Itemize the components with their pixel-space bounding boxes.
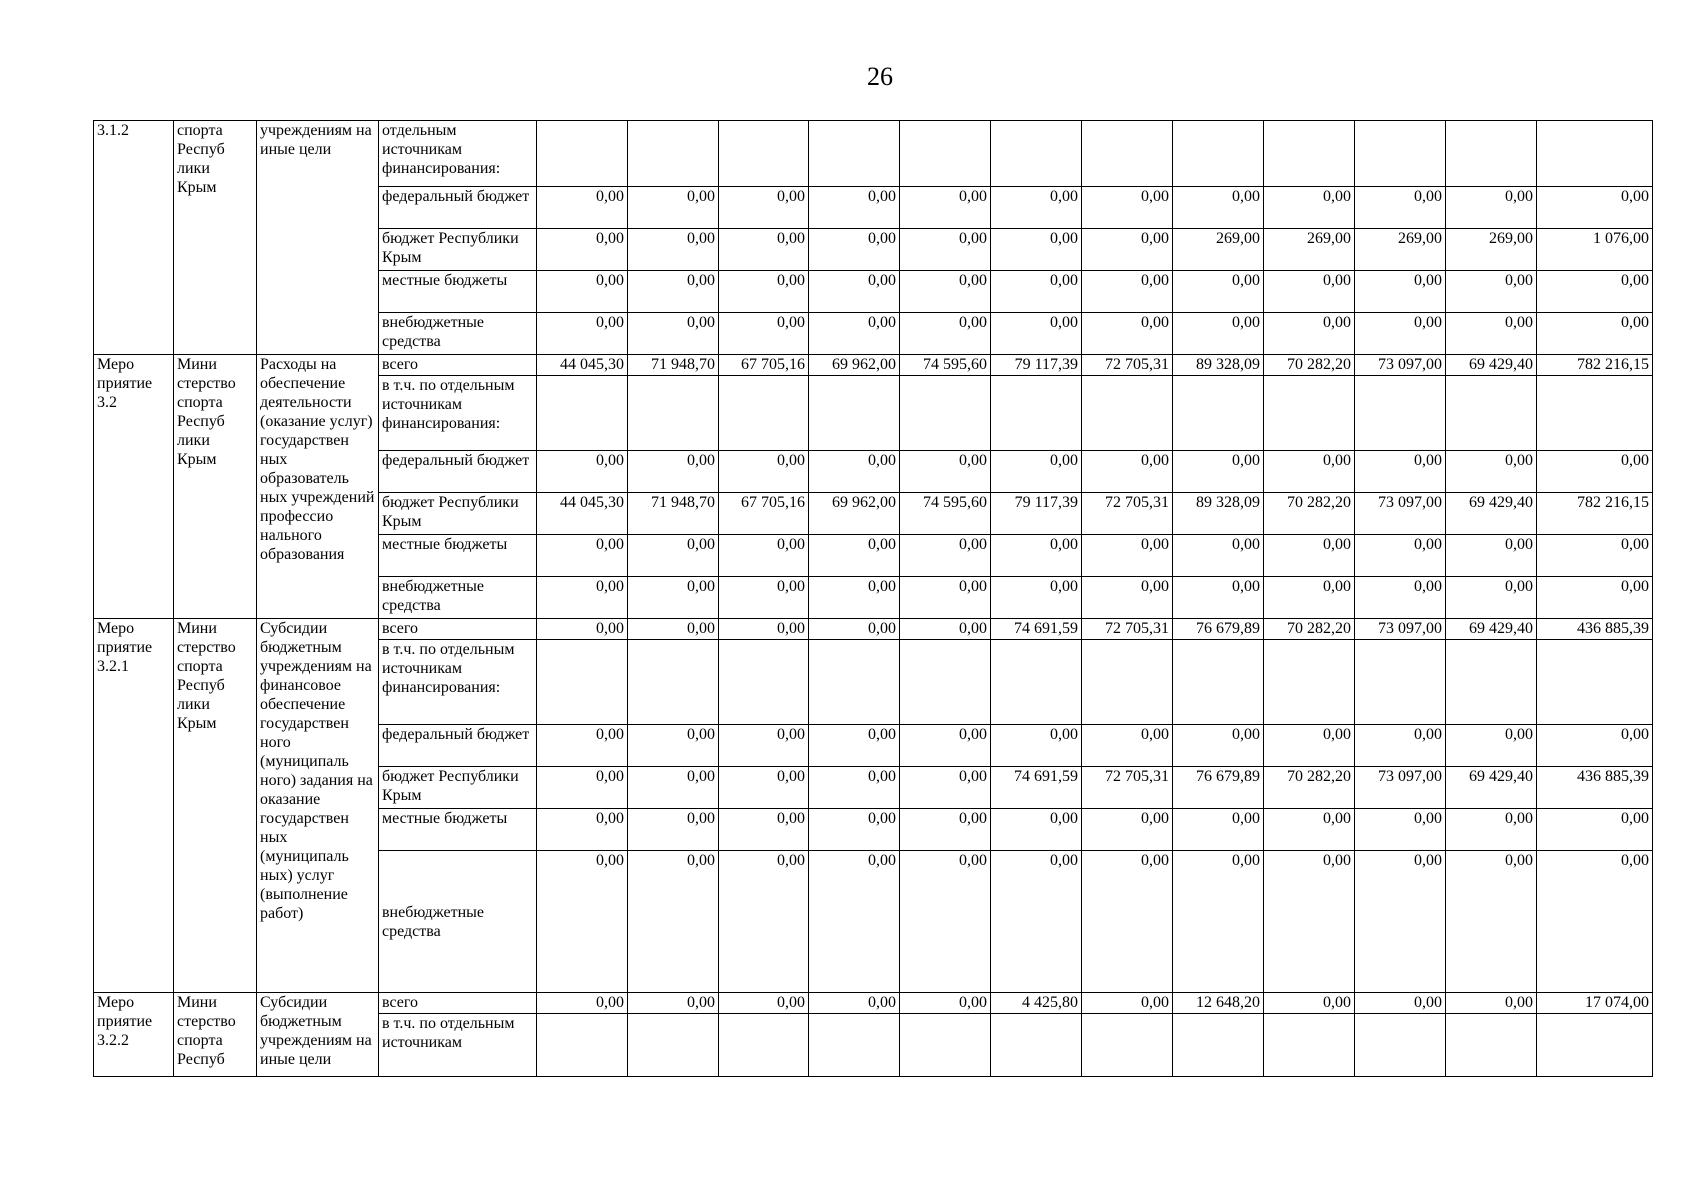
value-cell: 0,00 [1446,451,1537,493]
value-cell: 0,00 [1264,187,1355,229]
value-cell [1264,376,1355,451]
value-cell: 0,00 [991,851,1082,993]
value-cell: 76 679,89 [1173,619,1264,640]
value-cell: 74 691,59 [991,619,1082,640]
value-cell: 0,00 [1082,993,1173,1014]
value-cell: 0,00 [1446,313,1537,355]
funding-source-cell: федеральный бюджет [379,451,537,493]
value-cell: 0,00 [1446,577,1537,619]
value-cell: 0,00 [628,577,719,619]
value-cell: 0,00 [628,619,719,640]
value-cell: 74 691,59 [991,767,1082,809]
value-cell [628,640,719,725]
value-cell [900,376,991,451]
funding-source-cell: местные бюджеты [379,535,537,577]
value-cell: 0,00 [1537,809,1653,851]
value-cell: 0,00 [1173,809,1264,851]
value-cell: 74 595,60 [900,355,991,376]
value-cell: 0,00 [1446,993,1537,1014]
value-cell: 0,00 [1537,271,1653,313]
value-cell: 0,00 [1264,577,1355,619]
value-cell: 69 962,00 [809,355,900,376]
value-cell: 76 679,89 [1173,767,1264,809]
value-cell: 74 595,60 [900,493,991,535]
value-cell [991,121,1082,187]
value-cell: 0,00 [628,535,719,577]
value-cell: 0,00 [809,993,900,1014]
value-cell: 0,00 [628,725,719,767]
funding-source-cell: в т.ч. по отдельным источникам финансирования: [379,376,537,451]
value-cell [1173,1014,1264,1077]
value-cell: 0,00 [1355,187,1446,229]
value-cell: 0,00 [537,993,628,1014]
value-cell: 0,00 [1355,271,1446,313]
value-cell: 0,00 [991,271,1082,313]
value-cell: 0,00 [1173,451,1264,493]
value-cell [1173,376,1264,451]
value-cell: 0,00 [1537,313,1653,355]
value-cell: 0,00 [809,725,900,767]
value-cell: 70 282,20 [1264,767,1355,809]
value-cell: 0,00 [1082,229,1173,271]
value-cell: 0,00 [1173,851,1264,993]
value-cell: 0,00 [991,577,1082,619]
value-cell: 70 282,20 [1264,493,1355,535]
value-cell [1446,640,1537,725]
value-cell: 0,00 [900,619,991,640]
value-cell: 0,00 [628,271,719,313]
value-cell: 0,00 [1355,725,1446,767]
value-cell [537,376,628,451]
value-cell: 0,00 [1355,535,1446,577]
value-cell [809,376,900,451]
value-cell: 0,00 [991,229,1082,271]
value-cell [719,376,809,451]
value-cell: 0,00 [1537,851,1653,993]
value-cell: 0,00 [1355,809,1446,851]
measure-name-cell: учреждениям на иные цели [257,121,379,355]
funding-source-cell: в т.ч. по отдельным источникам [379,1014,537,1077]
funding-source-cell: бюджет Республики Крым [379,767,537,809]
value-cell [900,121,991,187]
value-cell: 0,00 [991,725,1082,767]
value-cell: 0,00 [1355,451,1446,493]
value-cell [1082,121,1173,187]
value-cell: 0,00 [991,313,1082,355]
funding-source-cell: всего [379,355,537,376]
value-cell: 0,00 [900,451,991,493]
value-cell [537,1014,628,1077]
page-number: 26 [867,62,893,91]
value-cell: 72 705,31 [1082,355,1173,376]
value-cell: 0,00 [1446,851,1537,993]
value-cell [1082,376,1173,451]
value-cell: 70 282,20 [1264,619,1355,640]
value-cell [900,1014,991,1077]
funding-source-cell: внебюджетные средства [379,577,537,619]
value-cell: 269,00 [1355,229,1446,271]
value-cell: 269,00 [1446,229,1537,271]
value-cell: 70 282,20 [1264,355,1355,376]
table-row [94,619,1653,640]
value-cell: 0,00 [991,187,1082,229]
value-cell: 0,00 [900,851,991,993]
value-cell: 0,00 [900,187,991,229]
value-cell: 0,00 [1173,577,1264,619]
value-cell [628,121,719,187]
value-cell [809,640,900,725]
value-cell: 0,00 [537,229,628,271]
value-cell: 0,00 [809,535,900,577]
value-cell: 0,00 [628,187,719,229]
value-cell: 0,00 [628,229,719,271]
value-cell: 0,00 [900,229,991,271]
value-cell: 0,00 [1264,725,1355,767]
value-cell: 89 328,09 [1173,493,1264,535]
value-cell: 0,00 [1082,725,1173,767]
value-cell: 0,00 [1173,187,1264,229]
table-row [94,993,1653,1014]
value-cell: 0,00 [719,451,809,493]
value-cell: 0,00 [991,809,1082,851]
value-cell: 73 097,00 [1355,619,1446,640]
value-cell: 44 045,30 [537,493,628,535]
value-cell: 72 705,31 [1082,493,1173,535]
value-cell [991,1014,1082,1077]
value-cell [1355,640,1446,725]
value-cell [1264,121,1355,187]
funding-source-cell: федеральный бюджет [379,725,537,767]
value-cell [628,1014,719,1077]
value-cell [719,121,809,187]
value-cell [1355,376,1446,451]
value-cell: 69 429,40 [1446,355,1537,376]
value-cell: 72 705,31 [1082,619,1173,640]
value-cell: 17 074,00 [1537,993,1653,1014]
value-cell: 72 705,31 [1082,767,1173,809]
value-cell: 79 117,39 [991,493,1082,535]
funding-source-cell: бюджет Республики Крым [379,229,537,271]
funding-source-cell: местные бюджеты [379,271,537,313]
value-cell: 436 885,39 [1537,767,1653,809]
value-cell: 0,00 [900,993,991,1014]
value-cell [628,376,719,451]
value-cell: 0,00 [900,767,991,809]
value-cell: 0,00 [719,313,809,355]
value-cell: 0,00 [1082,313,1173,355]
funding-source-cell: внебюджетные средства [379,313,537,355]
value-cell: 0,00 [1082,809,1173,851]
value-cell: 69 429,40 [1446,493,1537,535]
value-cell: 0,00 [537,271,628,313]
value-cell: 0,00 [537,451,628,493]
value-cell: 0,00 [1355,993,1446,1014]
value-cell [1537,121,1653,187]
value-cell: 0,00 [1355,851,1446,993]
value-cell: 67 705,16 [719,355,809,376]
value-cell [1355,121,1446,187]
value-cell: 0,00 [719,577,809,619]
value-cell: 0,00 [537,187,628,229]
table-row [94,121,1653,187]
funding-source-cell: всего [379,619,537,640]
value-cell [991,640,1082,725]
value-cell [1082,1014,1173,1077]
value-cell: 0,00 [1264,851,1355,993]
budget-table [93,120,1653,1077]
value-cell: 0,00 [719,229,809,271]
value-cell: 0,00 [537,809,628,851]
value-cell: 0,00 [1264,313,1355,355]
value-cell: 0,00 [809,229,900,271]
executor-cell: Мини стерство спорта Респуб [174,993,257,1077]
value-cell [1446,376,1537,451]
value-cell: 0,00 [1082,187,1173,229]
value-cell [537,121,628,187]
value-cell: 0,00 [1446,187,1537,229]
value-cell: 0,00 [809,577,900,619]
measure-code-cell: Меро приятие 3.2.1 [94,619,174,993]
value-cell: 0,00 [1537,535,1653,577]
value-cell: 269,00 [1173,229,1264,271]
value-cell: 0,00 [1537,577,1653,619]
value-cell: 0,00 [1264,271,1355,313]
value-cell: 0,00 [1537,725,1653,767]
value-cell: 0,00 [719,767,809,809]
value-cell: 0,00 [900,809,991,851]
value-cell [991,376,1082,451]
value-cell: 4 425,80 [991,993,1082,1014]
value-cell: 0,00 [628,313,719,355]
value-cell: 0,00 [719,725,809,767]
value-cell: 0,00 [1355,577,1446,619]
value-cell: 0,00 [1264,451,1355,493]
value-cell: 0,00 [1173,535,1264,577]
executor-cell: Мини стерство спорта Респуб лики Крым [174,355,257,619]
value-cell: 73 097,00 [1355,493,1446,535]
value-cell: 0,00 [900,725,991,767]
measure-code-cell: Меро приятие 3.2 [94,355,174,619]
value-cell: 0,00 [537,577,628,619]
value-cell: 0,00 [809,767,900,809]
value-cell: 0,00 [1355,313,1446,355]
value-cell: 0,00 [1537,451,1653,493]
value-cell: 79 117,39 [991,355,1082,376]
value-cell: 0,00 [809,313,900,355]
funding-source-cell: внебюджетные средства [379,851,537,993]
value-cell: 0,00 [900,271,991,313]
value-cell: 89 328,09 [1173,355,1264,376]
value-cell: 0,00 [1173,313,1264,355]
value-cell: 0,00 [719,993,809,1014]
value-cell: 0,00 [537,313,628,355]
funding-source-cell: в т.ч. по отдельным источникам финансирования: [379,640,537,725]
value-cell: 269,00 [1264,229,1355,271]
value-cell: 0,00 [719,809,809,851]
value-cell: 0,00 [1264,993,1355,1014]
value-cell: 44 045,30 [537,355,628,376]
measure-name-cell: Субсидии бюджетным учреждениям на финансовое обеспечение государствен ного (муниципаль ного) задания на оказание государствен ных (муниципаль ных) услуг (выполнение работ) [257,619,379,993]
value-cell: 782 216,15 [1537,493,1653,535]
value-cell: 0,00 [628,451,719,493]
value-cell: 436 885,39 [1537,619,1653,640]
value-cell: 69 429,40 [1446,767,1537,809]
value-cell: 0,00 [809,851,900,993]
measure-name-cell: Расходы на обеспечение деятельности (оказание услуг) государствен ных образователь ных учреждений профессио нального образования [257,355,379,619]
value-cell: 0,00 [900,577,991,619]
value-cell: 0,00 [628,993,719,1014]
value-cell: 0,00 [1264,535,1355,577]
value-cell: 0,00 [628,851,719,993]
value-cell: 0,00 [1537,187,1653,229]
value-cell: 0,00 [1173,725,1264,767]
table-row [94,355,1653,376]
value-cell [809,1014,900,1077]
value-cell: 0,00 [809,187,900,229]
funding-source-cell: всего [379,993,537,1014]
value-cell [1173,640,1264,725]
value-cell [1082,640,1173,725]
value-cell: 0,00 [628,809,719,851]
value-cell: 69 962,00 [809,493,900,535]
funding-source-cell: федеральный бюджет [379,187,537,229]
measure-code-cell: Меро приятие 3.2.2 [94,993,174,1077]
value-cell: 0,00 [1264,809,1355,851]
measure-name-cell: Субсидии бюджетным учреждениям на иные цели [257,993,379,1077]
value-cell [1537,640,1653,725]
value-cell [900,640,991,725]
value-cell: 0,00 [537,725,628,767]
value-cell [1446,1014,1537,1077]
value-cell: 73 097,00 [1355,767,1446,809]
value-cell: 1 076,00 [1537,229,1653,271]
value-cell: 0,00 [809,619,900,640]
value-cell [537,640,628,725]
executor-cell: спорта Респуб лики Крым [174,121,257,355]
value-cell: 73 097,00 [1355,355,1446,376]
value-cell [809,121,900,187]
value-cell: 69 429,40 [1446,619,1537,640]
value-cell: 0,00 [719,851,809,993]
value-cell: 0,00 [991,451,1082,493]
value-cell: 0,00 [900,535,991,577]
value-cell [1264,1014,1355,1077]
value-cell: 0,00 [1173,271,1264,313]
value-cell [1446,121,1537,187]
value-cell: 0,00 [809,451,900,493]
value-cell: 0,00 [900,313,991,355]
value-cell [719,1014,809,1077]
value-cell: 67 705,16 [719,493,809,535]
value-cell: 0,00 [719,619,809,640]
value-cell: 0,00 [1082,271,1173,313]
value-cell: 0,00 [1446,271,1537,313]
value-cell: 0,00 [537,535,628,577]
value-cell: 0,00 [809,809,900,851]
value-cell: 0,00 [628,767,719,809]
value-cell [719,640,809,725]
value-cell: 0,00 [537,619,628,640]
value-cell: 0,00 [1446,725,1537,767]
funding-source-cell: местные бюджеты [379,809,537,851]
value-cell: 0,00 [719,187,809,229]
value-cell: 0,00 [537,767,628,809]
value-cell: 0,00 [1082,451,1173,493]
value-cell: 0,00 [1446,535,1537,577]
value-cell [1355,1014,1446,1077]
value-cell: 71 948,70 [628,355,719,376]
value-cell: 71 948,70 [628,493,719,535]
funding-source-cell: отдельным источникам финансирования: [379,121,537,187]
value-cell [1264,640,1355,725]
value-cell: 0,00 [719,535,809,577]
measure-code-cell: 3.1.2 [94,121,174,355]
value-cell: 0,00 [1082,851,1173,993]
value-cell: 0,00 [1082,577,1173,619]
value-cell: 0,00 [719,271,809,313]
value-cell: 0,00 [809,271,900,313]
value-cell: 0,00 [1082,535,1173,577]
value-cell: 0,00 [991,535,1082,577]
value-cell [1173,121,1264,187]
value-cell [1537,376,1653,451]
value-cell: 782 216,15 [1537,355,1653,376]
value-cell [1537,1014,1653,1077]
value-cell: 0,00 [1446,809,1537,851]
executor-cell: Мини стерство спорта Респуб лики Крым [174,619,257,993]
value-cell: 12 648,20 [1173,993,1264,1014]
value-cell: 0,00 [537,851,628,993]
funding-source-cell: бюджет Республики Крым [379,493,537,535]
